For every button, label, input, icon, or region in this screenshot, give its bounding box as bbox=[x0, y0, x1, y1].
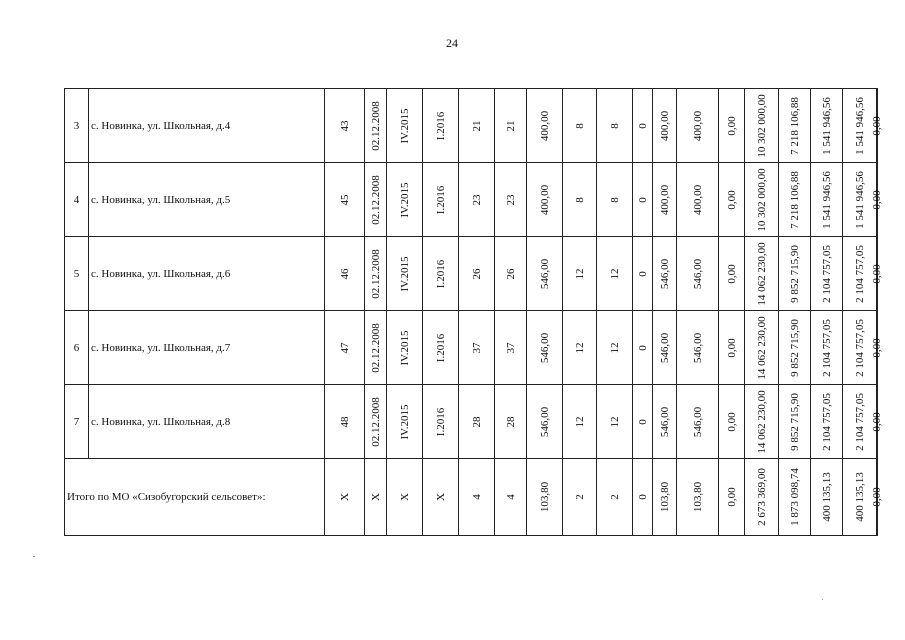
cell-value: 0 bbox=[636, 270, 649, 277]
cell-col-12 bbox=[633, 89, 653, 163]
cell-col-12 bbox=[633, 237, 653, 311]
cell-col-3 bbox=[325, 237, 365, 311]
cell-col-20 bbox=[871, 89, 883, 163]
cell-value: Х bbox=[369, 493, 382, 501]
cell-col-6 bbox=[423, 311, 459, 385]
cell-value: 2 673 369,00 bbox=[755, 468, 768, 526]
cell-value: 0 bbox=[636, 494, 649, 500]
cell-col-6 bbox=[423, 459, 459, 536]
cell-col-7 bbox=[459, 89, 495, 163]
cell-value: 37 bbox=[504, 342, 517, 353]
cell-value: 12 bbox=[573, 342, 586, 353]
cell-value: IV.2015 bbox=[398, 182, 411, 217]
cell-col-17 bbox=[779, 311, 811, 385]
cell-col-18 bbox=[811, 237, 843, 311]
cell-col-4 bbox=[365, 237, 387, 311]
cell-value: 400 135,13 bbox=[820, 472, 833, 522]
cell-col-7 bbox=[459, 385, 495, 459]
cell-value: 28 bbox=[504, 416, 517, 427]
cell-value: 546,00 bbox=[691, 258, 704, 289]
cell-value: 400 135,13 bbox=[853, 472, 866, 522]
cell-col-5 bbox=[387, 163, 423, 237]
cell-col-12 bbox=[633, 311, 653, 385]
cell-value: 14 062 230,00 bbox=[755, 315, 768, 380]
cell-col-15 bbox=[719, 311, 745, 385]
cell-value: 0,00 bbox=[871, 337, 883, 358]
cell-value: 26 bbox=[504, 268, 517, 279]
cell-value: I.2016 bbox=[434, 407, 447, 436]
cell-value: 45 bbox=[338, 194, 351, 205]
cell-col-13 bbox=[653, 237, 677, 311]
cell-col-4 bbox=[365, 311, 387, 385]
cell-value: 46 bbox=[338, 268, 351, 279]
cell-col-6 bbox=[423, 163, 459, 237]
cell-value: 400,00 bbox=[691, 184, 704, 215]
cell-col-7 bbox=[459, 163, 495, 237]
cell-col-15 bbox=[719, 385, 745, 459]
cell-value: 0,00 bbox=[871, 487, 883, 507]
cell-col-15 bbox=[719, 237, 745, 311]
cell-col-9 bbox=[527, 163, 563, 237]
cell-col-8 bbox=[495, 237, 527, 311]
table-row bbox=[65, 385, 878, 459]
cell-value: 12 bbox=[608, 268, 621, 279]
cell-value: Х bbox=[434, 493, 447, 501]
cell-value: IV.2015 bbox=[398, 404, 411, 439]
cell-value: 02.12.2008 bbox=[369, 248, 382, 299]
cell-value: 48 bbox=[338, 416, 351, 427]
cell-col-4 bbox=[365, 459, 387, 536]
cell-value: 4 bbox=[470, 494, 483, 500]
cell-value: 0,00 bbox=[871, 411, 883, 432]
row-number: 7 bbox=[65, 385, 89, 459]
cell-value: 26 bbox=[470, 268, 483, 279]
cell-col-16 bbox=[745, 459, 779, 536]
cell-value: 0,00 bbox=[725, 487, 738, 507]
cell-value: 47 bbox=[338, 342, 351, 353]
cell-col-4 bbox=[365, 163, 387, 237]
cell-value: 37 bbox=[470, 342, 483, 353]
cell-value: 12 bbox=[608, 342, 621, 353]
cell-col-20 bbox=[871, 163, 883, 237]
table-row bbox=[65, 311, 878, 385]
cell-value: 2 bbox=[573, 494, 586, 500]
cell-col-10 bbox=[563, 385, 597, 459]
cell-value: IV.2015 bbox=[398, 256, 411, 291]
cell-value: I.2016 bbox=[434, 259, 447, 288]
cell-value: 400,00 bbox=[658, 110, 671, 141]
cell-col-20 bbox=[871, 385, 883, 459]
cell-col-16 bbox=[745, 237, 779, 311]
cell-col-20 bbox=[871, 459, 883, 536]
cell-col-5 bbox=[387, 237, 423, 311]
cell-col-17 bbox=[779, 385, 811, 459]
cell-value: 0,00 bbox=[725, 115, 738, 136]
cell-col-4 bbox=[365, 89, 387, 163]
cell-col-16 bbox=[745, 163, 779, 237]
cell-value: 14 062 230,00 bbox=[755, 241, 768, 306]
cell-value: I.2016 bbox=[434, 185, 447, 214]
cell-col-9 bbox=[527, 385, 563, 459]
cell-col-3 bbox=[325, 459, 365, 536]
cell-col-14 bbox=[677, 89, 719, 163]
cell-col-6 bbox=[423, 237, 459, 311]
cell-col-12 bbox=[633, 163, 653, 237]
cell-col-10 bbox=[563, 311, 597, 385]
cell-col-8 bbox=[495, 311, 527, 385]
cell-col-3 bbox=[325, 311, 365, 385]
cell-value: 546,00 bbox=[538, 258, 551, 289]
cell-value: 2 104 757,05 bbox=[820, 244, 833, 303]
address-cell: с. Новинка, ул. Школьная, д.8 bbox=[89, 385, 325, 459]
cell-value: 0,00 bbox=[725, 189, 738, 210]
cell-col-11 bbox=[597, 459, 633, 536]
cell-value: IV.2015 bbox=[398, 330, 411, 365]
cell-col-7 bbox=[459, 459, 495, 536]
cell-col-9 bbox=[527, 89, 563, 163]
cell-col-13 bbox=[653, 385, 677, 459]
cell-col-13 bbox=[653, 89, 677, 163]
cell-col-5 bbox=[387, 89, 423, 163]
cell-value: 12 bbox=[573, 268, 586, 279]
cell-value: 2 bbox=[608, 494, 621, 500]
cell-col-14 bbox=[677, 385, 719, 459]
cell-col-16 bbox=[745, 385, 779, 459]
cell-col-8 bbox=[495, 459, 527, 536]
cell-col-8 bbox=[495, 385, 527, 459]
cell-col-11 bbox=[597, 237, 633, 311]
cell-col-5 bbox=[387, 385, 423, 459]
total-label: Итого по МО «Сизобугорский сельсовет»: bbox=[65, 459, 325, 536]
cell-col-18 bbox=[811, 311, 843, 385]
cell-col-10 bbox=[563, 89, 597, 163]
cell-value: 43 bbox=[338, 120, 351, 131]
cell-value: 546,00 bbox=[691, 406, 704, 437]
cell-value: 2 104 757,05 bbox=[853, 244, 866, 303]
cell-value: 546,00 bbox=[658, 406, 671, 437]
cell-col-14 bbox=[677, 311, 719, 385]
total-row bbox=[65, 459, 878, 536]
cell-col-16 bbox=[745, 311, 779, 385]
cell-col-6 bbox=[423, 89, 459, 163]
cell-col-14 bbox=[677, 237, 719, 311]
cell-col-12 bbox=[633, 385, 653, 459]
cell-col-7 bbox=[459, 311, 495, 385]
cell-col-12 bbox=[633, 459, 653, 536]
cell-value: 8 bbox=[608, 196, 621, 203]
table-row bbox=[65, 89, 878, 163]
cell-value: 21 bbox=[470, 120, 483, 131]
cell-col-4 bbox=[365, 385, 387, 459]
row-number: 6 bbox=[65, 311, 89, 385]
cell-value: 2 104 757,05 bbox=[820, 392, 833, 451]
table-row bbox=[65, 237, 878, 311]
cell-col-13 bbox=[653, 311, 677, 385]
cell-col-18 bbox=[811, 459, 843, 536]
cell-col-5 bbox=[387, 311, 423, 385]
cell-value: 12 bbox=[608, 416, 621, 427]
cell-value: 02.12.2008 bbox=[369, 322, 382, 373]
cell-value: I.2016 bbox=[434, 333, 447, 362]
cell-value: 400,00 bbox=[658, 184, 671, 215]
cell-col-3 bbox=[325, 163, 365, 237]
cell-value: 0,00 bbox=[871, 189, 883, 210]
cell-col-8 bbox=[495, 163, 527, 237]
cell-value: 546,00 bbox=[658, 258, 671, 289]
cell-col-3 bbox=[325, 385, 365, 459]
cell-value: 103,80 bbox=[658, 481, 671, 513]
cell-col-11 bbox=[597, 163, 633, 237]
cell-col-11 bbox=[597, 89, 633, 163]
cell-value: 2 104 757,05 bbox=[853, 318, 866, 377]
scan-speck bbox=[822, 599, 823, 600]
cell-value: 4 bbox=[504, 494, 517, 500]
cell-col-18 bbox=[811, 385, 843, 459]
cell-col-18 bbox=[811, 89, 843, 163]
cell-value: 0 bbox=[636, 344, 649, 351]
cell-value: 546,00 bbox=[538, 332, 551, 363]
cell-value: 02.12.2008 bbox=[369, 174, 382, 225]
cell-col-7 bbox=[459, 237, 495, 311]
cell-col-10 bbox=[563, 459, 597, 536]
cell-value: 8 bbox=[573, 122, 586, 129]
cell-value: 1 541 946,56 bbox=[853, 170, 866, 229]
cell-col-11 bbox=[597, 385, 633, 459]
cell-value: 02.12.2008 bbox=[369, 100, 382, 151]
cell-value: 10 302 000,00 bbox=[755, 167, 768, 232]
cell-col-17 bbox=[779, 459, 811, 536]
cell-value: 9 852 715,90 bbox=[788, 318, 801, 377]
cell-value: 103,80 bbox=[691, 481, 704, 513]
address-cell: с. Новинка, ул. Школьная, д.4 bbox=[89, 89, 325, 163]
cell-value: 8 bbox=[608, 122, 621, 129]
cell-value: 8 bbox=[573, 196, 586, 203]
scan-speck bbox=[33, 556, 35, 557]
cell-value: 0,00 bbox=[871, 115, 883, 136]
cell-value: 14 062 230,00 bbox=[755, 389, 768, 454]
cell-value: 9 852 715,90 bbox=[788, 244, 801, 303]
row-number: 5 bbox=[65, 237, 89, 311]
address-cell: с. Новинка, ул. Школьная, д.5 bbox=[89, 163, 325, 237]
cell-value: I.2016 bbox=[434, 111, 447, 140]
cell-value: 0 bbox=[636, 122, 649, 129]
cell-value: 400,00 bbox=[691, 110, 704, 141]
cell-value: 0 bbox=[636, 418, 649, 425]
cell-value: 1 541 946,56 bbox=[820, 96, 833, 155]
table-row bbox=[65, 163, 878, 237]
cell-value: 103,80 bbox=[538, 481, 551, 513]
cell-value: 546,00 bbox=[658, 332, 671, 363]
cell-value: 12 bbox=[573, 416, 586, 427]
cell-value: 546,00 bbox=[538, 406, 551, 437]
cell-col-17 bbox=[779, 89, 811, 163]
address-cell: с. Новинка, ул. Школьная, д.7 bbox=[89, 311, 325, 385]
cell-col-18 bbox=[811, 163, 843, 237]
cell-value: 400,00 bbox=[538, 110, 551, 141]
cell-col-6 bbox=[423, 385, 459, 459]
cell-col-10 bbox=[563, 163, 597, 237]
cell-value: IV.2015 bbox=[398, 108, 411, 143]
cell-col-3 bbox=[325, 89, 365, 163]
cell-value: 10 302 000,00 bbox=[755, 93, 768, 158]
housing-program-table bbox=[64, 88, 883, 536]
cell-col-15 bbox=[719, 163, 745, 237]
row-number: 4 bbox=[65, 163, 89, 237]
cell-col-20 bbox=[871, 311, 883, 385]
cell-col-11 bbox=[597, 311, 633, 385]
cell-value: 0,00 bbox=[725, 263, 738, 284]
cell-value: 0,00 bbox=[725, 337, 738, 358]
cell-value: 02.12.2008 bbox=[369, 396, 382, 447]
cell-col-17 bbox=[779, 237, 811, 311]
cell-value: 400,00 bbox=[538, 184, 551, 215]
cell-value: 0,00 bbox=[725, 411, 738, 432]
cell-col-16 bbox=[745, 89, 779, 163]
cell-col-13 bbox=[653, 459, 677, 536]
cell-value: 23 bbox=[504, 194, 517, 205]
cell-value: 0 bbox=[636, 196, 649, 203]
cell-value: 7 218 106,88 bbox=[788, 170, 801, 229]
cell-value: 0,00 bbox=[871, 263, 883, 284]
cell-col-13 bbox=[653, 163, 677, 237]
cell-value: 2 104 757,05 bbox=[820, 318, 833, 377]
cell-col-17 bbox=[779, 163, 811, 237]
cell-col-9 bbox=[527, 311, 563, 385]
cell-col-8 bbox=[495, 89, 527, 163]
cell-value: Х bbox=[338, 493, 351, 501]
cell-col-15 bbox=[719, 459, 745, 536]
cell-col-14 bbox=[677, 459, 719, 536]
cell-col-20 bbox=[871, 237, 883, 311]
cell-col-9 bbox=[527, 237, 563, 311]
page-number: 24 bbox=[446, 36, 458, 50]
cell-value: 1 873 098,74 bbox=[788, 468, 801, 526]
cell-col-9 bbox=[527, 459, 563, 536]
cell-value: 1 541 946,56 bbox=[820, 170, 833, 229]
cell-col-15 bbox=[719, 89, 745, 163]
cell-value: 546,00 bbox=[691, 332, 704, 363]
row-number: 3 bbox=[65, 89, 89, 163]
cell-value: 21 bbox=[504, 120, 517, 131]
address-cell: с. Новинка, ул. Школьная, д.6 bbox=[89, 237, 325, 311]
cell-value: 7 218 106,88 bbox=[788, 96, 801, 155]
cell-col-10 bbox=[563, 237, 597, 311]
cell-col-14 bbox=[677, 163, 719, 237]
cell-value: 1 541 946,56 bbox=[853, 96, 866, 155]
cell-value: Х bbox=[398, 493, 411, 501]
cell-value: 28 bbox=[470, 416, 483, 427]
cell-value: 2 104 757,05 bbox=[853, 392, 866, 451]
cell-value: 9 852 715,90 bbox=[788, 392, 801, 451]
cell-col-5 bbox=[387, 459, 423, 536]
cell-value: 23 bbox=[470, 194, 483, 205]
